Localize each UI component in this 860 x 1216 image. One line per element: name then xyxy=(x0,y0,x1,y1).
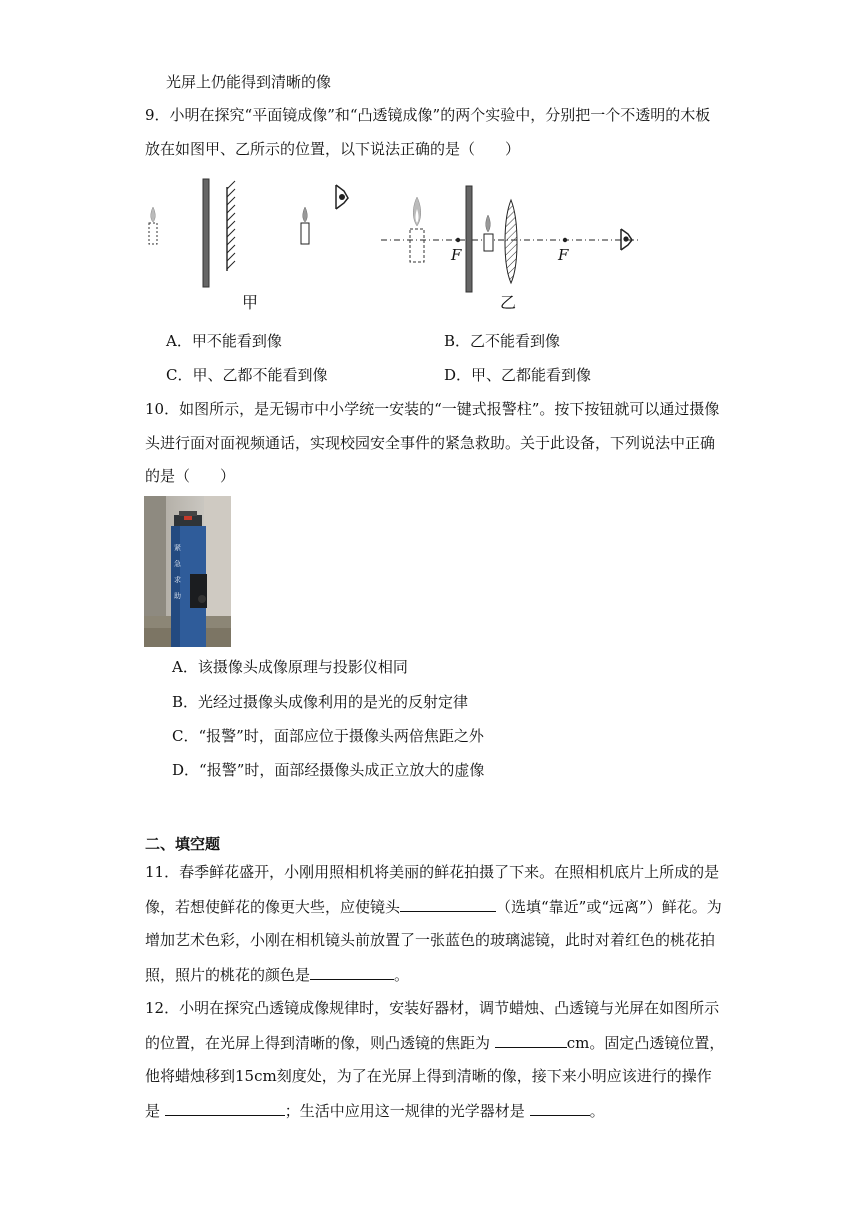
convex-lens xyxy=(505,200,517,283)
focal-label-left: F xyxy=(451,246,462,264)
q9-option-d: D．甲、乙都能看到像 xyxy=(444,366,592,384)
answer-blank[interactable] xyxy=(400,895,496,912)
q9-option-a: A．甲不能看到像 xyxy=(166,332,282,350)
figure-label-yi: 乙 xyxy=(500,293,517,312)
answer-blank[interactable] xyxy=(495,1031,567,1048)
answer-blank[interactable] xyxy=(165,1099,285,1116)
virtual-candle-image-yi xyxy=(410,197,424,262)
svg-text:急: 急 xyxy=(174,560,181,568)
q10-stem-line1: 10．如图所示，是无锡市中小学统一安装的“一键式报警柱”。按下按钮就可以通过摄像 xyxy=(145,400,720,418)
q9-option-b: B．乙不能看到像 xyxy=(444,332,561,350)
pillar-intercom xyxy=(190,574,207,608)
figure-label-jia: 甲 xyxy=(242,293,259,312)
candle-jia xyxy=(301,207,309,244)
q10-stem-line3: 的是（ ） xyxy=(145,467,236,485)
q10-option-a: A．该摄像头成像原理与投影仪相同 xyxy=(172,658,408,676)
q9-figure xyxy=(140,175,660,320)
svg-text:紧: 紧 xyxy=(174,544,181,552)
prev-question-continuation: 光屏上仍能得到清晰的像 xyxy=(166,73,332,91)
q10-stem-line2: 头进行面对面视频通话，实现校园安全事件的紧急救助。关于此设备，下列说法中正确 xyxy=(145,434,716,452)
q11-stem-line4: 照，照片的桃花的颜色是 。 xyxy=(145,963,409,986)
q11-stem-line3: 增加艺术色彩，小刚在相机镜头前放置了一张蓝色的玻璃滤镜，此时对着红色的桃花拍 xyxy=(145,931,716,949)
q10-option-d: D．“报警”时，面部经摄像头成正立放大的虚像 xyxy=(172,761,485,779)
q10-option-b: B．光经过摄像头成像利用的是光的反射定律 xyxy=(172,693,469,711)
svg-text:助: 助 xyxy=(174,592,181,600)
q12-stem-line2: 的位置，在光屏上得到清晰的像，则凸透镜的焦距为 cm。固定凸透镜位置， xyxy=(145,1031,724,1054)
virtual-candle-image-jia xyxy=(149,207,157,244)
focal-label-right: F xyxy=(558,246,569,264)
q10-option-c: C．“报警”时，面部应位于摄像头两倍焦距之外 xyxy=(172,727,484,745)
q9-stem-line2: 放在如图甲、乙所示的位置，以下说法正确的是（ ） xyxy=(145,140,521,158)
alarm-pillar-photo xyxy=(144,496,231,647)
q11-stem-line2: 像，若想使鲜花的像更大些，应使镜头 （选填“靠近”或“远离”）鲜花。为 xyxy=(145,895,722,918)
q9-option-c: C．甲、乙都不能看到像 xyxy=(166,366,328,384)
q11-stem-line1: 11．春季鲜花盛开，小刚用照相机将美丽的鲜花拍摄了下来。在照相机底片上所成的是 xyxy=(145,863,720,881)
section-heading: 二、填空题 xyxy=(145,835,221,853)
figure-jia xyxy=(149,179,348,312)
answer-blank[interactable] xyxy=(530,1099,590,1116)
eye-icon xyxy=(336,185,348,209)
plane-mirror xyxy=(227,181,235,271)
focal-point-right xyxy=(563,238,567,242)
wood-board-jia xyxy=(203,179,209,287)
focal-point-left xyxy=(456,238,460,242)
q12-stem-line1: 12．小明在探究凸透镜成像规律时，安装好器材，调节蜡烛、凸透镜与光屏在如图所示 xyxy=(145,999,720,1017)
candle-yi xyxy=(484,215,493,251)
q12-stem-line3: 他将蜡烛移到15cm刻度处，为了在光屏上得到清晰的像，接下来小明应该进行的操作 xyxy=(145,1067,712,1085)
wood-board-yi xyxy=(466,186,472,292)
figure-yi xyxy=(381,186,638,312)
svg-text:求: 求 xyxy=(174,576,181,584)
q12-stem-line4: 是 ；生活中应用这一规律的光学器材是 。 xyxy=(145,1099,605,1122)
q9-stem-line1: 9．小明在探究“平面镜成像”和“凸透镜成像”的两个实验中，分别把一个不透明的木板 xyxy=(145,106,711,124)
answer-blank[interactable] xyxy=(310,963,394,980)
